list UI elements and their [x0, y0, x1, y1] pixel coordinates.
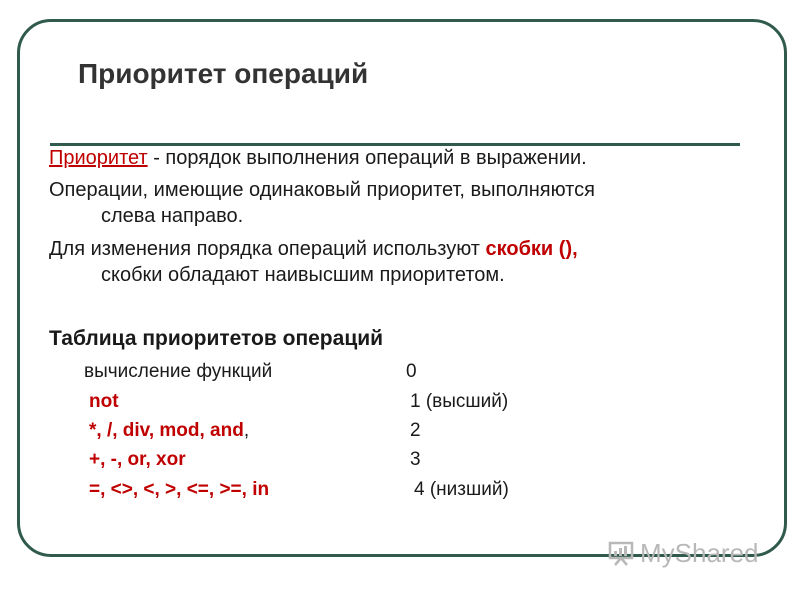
slide-frame — [17, 19, 787, 557]
same-priority-paragraph — [49, 177, 595, 229]
table-row-ops — [89, 420, 249, 442]
table-row-ops — [89, 479, 269, 501]
row-4-level: 4 (низший) — [414, 479, 509, 500]
row-1-operations: not — [89, 391, 119, 412]
row-0-operations: вычисление функций — [84, 361, 273, 382]
slide-title: Приоритет операций — [78, 58, 369, 89]
same-priority-line-2: слева направо. — [101, 205, 244, 227]
row-0-level: 0 — [406, 361, 417, 382]
table-row-ops — [84, 361, 272, 383]
definition-paragraph — [49, 145, 587, 171]
brackets-line-2: скобки обладают наивысшим приоритетом. — [101, 264, 505, 286]
brackets-paragraph — [49, 236, 578, 288]
presentation-board-icon — [608, 540, 634, 566]
row-2-level: 2 — [410, 420, 421, 441]
table-row-level — [406, 361, 417, 383]
table-row-ops — [89, 449, 186, 471]
definition-term: Приоритет — [49, 147, 148, 169]
row-2-operations: *, /, div, mod, and — [89, 420, 244, 441]
row-1-level: 1 (высший) — [410, 391, 509, 412]
table-row-ops — [89, 391, 119, 413]
brackets-line-1: Для изменения порядка операций используют — [49, 238, 486, 260]
row-2-suffix: , — [243, 420, 250, 441]
definition-text: - порядок выполнения операций в выражении. — [147, 147, 587, 169]
brackets-emphasis: скобки (), — [485, 238, 578, 260]
watermark-text: MyShared — [640, 538, 759, 568]
table-row-level — [410, 391, 508, 413]
same-priority-line-1: Операции, имеющие одинаковый приоритет, выполняются — [49, 179, 595, 201]
table-row-level — [410, 420, 421, 442]
table-row-level — [414, 479, 509, 501]
row-3-operations: +, -, or, xor — [89, 449, 186, 470]
row-4-operations: =, <>, <, >, <=, >=, in — [89, 479, 270, 500]
priority-table-title: Таблица приоритетов операций — [49, 327, 384, 350]
row-3-level: 3 — [410, 449, 421, 470]
table-row-level — [410, 449, 421, 471]
